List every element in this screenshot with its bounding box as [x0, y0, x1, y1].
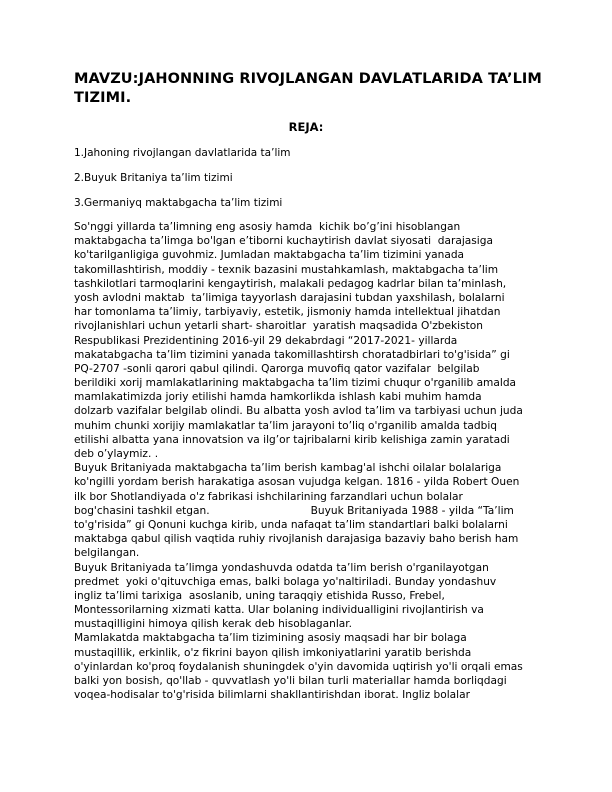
- body-line: makatabgacha ta’lim tizimini yanada takomillashtirsh choratadbirlari to'g'isida” gi: [74, 348, 510, 361]
- plan-heading-text: REJA:: [288, 120, 324, 134]
- body-line: har tomonlama ta’limiy, tarbiyaviy, estetik, jismoniy hamda intellektual jihatdan: [74, 306, 501, 319]
- body-line: maktabgacha ta’limga bo'lgan e’tiborni kuchaytirish davlat siyosati darajasiga: [74, 235, 493, 248]
- body-line: to'g'risida” gi Qonuni kuchga kirib, unda nafaqat ta’lim standartlari balki bolalarni: [74, 518, 508, 531]
- body-line: ilk bor Shotlandiyada o'z fabrikasi ishchilarining farzandlari uchun bolalar: [74, 490, 463, 503]
- plan-heading: [0, 120, 612, 134]
- body-line: mustaqilligini himoya qilish kerak deb hisoblaganlar.: [74, 618, 353, 631]
- plan-item-2: 2.Buyuk Britaniya ta’lim tizimi: [74, 172, 233, 184]
- body-line: So'nggi yillarda ta’limning eng asosiy hamda kichik bo’g’ini hisoblangan: [74, 221, 461, 233]
- body-line: rivojlanishlari uchun yetarli shart- sharoitlar yaratish maqsadida O'zbekiston: [74, 320, 483, 333]
- body-line: dolzarb vazifalar belgilab olindi. Bu albatta yosh avlod ta’lim va tarbiyasi uchun juda: [74, 405, 523, 418]
- body-line: ko'ngilli yordam berish harakatiga asosan vujudga kelgan. 1816 - yilda Robert Ouen: [74, 476, 520, 489]
- body-line: Montessorilarning xizmati katta. Ular bolaning individualligini rivojlantirish va: [74, 604, 484, 617]
- body-line: belgilangan.: [74, 547, 140, 560]
- plan-item-3: 3.Germaniyq maktabgacha ta’lim tizimi: [74, 197, 283, 209]
- body-line: PQ-2707 -sonli qarori qabul qilindi. Qarorga muvofiq qator vazifalar belgilab: [74, 362, 480, 375]
- body-line: mustaqillik, erkinlik, o'z fikrini bayon qilish imkoniyatlarini yaratib berishda: [74, 646, 472, 659]
- body-line: takomillashtirish, moddiy - texnik bazasini mustahkamlash, maktabgacha ta’lim: [74, 263, 499, 276]
- body-line: bog'chasini tashkil etgan. Buyuk Britaniyada 1988 - yilda “Ta’lim: [74, 504, 514, 517]
- body-line: berildiki xorij mamlakatlarining maktabgacha ta’lim tizimi chuqur o'rganilib amalda: [74, 377, 517, 390]
- body-line: Buyuk Britaniyada maktabgacha ta’lim berish kambag'al ishchi oilalar bolalariga: [74, 462, 502, 475]
- body-line: etilishi albatta yana innovatsion va ilg’or tajribalarni kirib kelishiga zamin yaratadi: [74, 433, 510, 446]
- body-line: Buyuk Britaniyada ta’limga yondashuvda odatda ta’lim berish o'rganilayotgan: [74, 561, 489, 574]
- body-line: muhim chunki xorijiy mamlakatlar ta’lim jarayoni to’liq o'rganilib amalda tadbiq: [74, 419, 497, 432]
- body-line: Mamlakatda maktabgacha ta’lim tizimining asosiy maqsadi har bir bolaga: [74, 632, 467, 645]
- body-line: tashkilotlari tarmoqlarini kengaytirish, malakali pedagog kadrlar bilan ta’minlash,: [74, 277, 507, 290]
- body-line: ingliz ta’limi tarixiga asoslanib, uning taraqqiy etishida Russo, Frebel,: [74, 589, 445, 602]
- plan-item-1: 1.Jahoning rivojlangan davlatlarida ta’lim: [74, 147, 291, 159]
- document-body: [74, 220, 544, 702]
- body-line: mamlakatimizda joriy etilishi hamda hamkorlikda ishlash kabi muhim hamda: [74, 391, 482, 404]
- body-line: ko'tarilganligiga guvohmiz. Jumladan maktabgacha ta’lim tizimini yanada: [74, 249, 465, 262]
- body-line: balki yon bosish, qo'llab - quvvatlash yo'li bilan turli materiallar hamda borliqdagi: [74, 675, 507, 687]
- document-title: MAVZU:JAHONNING RIVOJLANGAN DAVLATLARIDA TA’LIM TIZIMI.: [74, 71, 542, 106]
- body-line: maktabga qabul qilish vaqtida ruhiy rivojlanish darajasiga bazaviy baho berish ham: [74, 533, 519, 546]
- body-line: predmet yoki o'qituvchiga emas, balki bolaga yo'naltiriladi. Bunday yondashuv: [74, 575, 497, 588]
- body-line: deb o’ylaymiz. .: [74, 448, 159, 460]
- body-line: yosh avlodni maktab ta’limiga tayyorlash darajasini tubdan yaxshilash, bolalarni: [74, 291, 505, 304]
- body-line: voqea-hodisalar to'g'risida bilimlarni shakllantirishdan iborat. Ingliz bolalar: [74, 689, 470, 702]
- body-line: Respublikasi Prezidentining 2016-yil 29 dekabrdagi “2017-2021- yillarda: [74, 334, 458, 347]
- body-line: o'yinlardan ko'proq foydalanish shuningdek o'yin davomida uqtirish yo'li orqali emas: [74, 660, 523, 673]
